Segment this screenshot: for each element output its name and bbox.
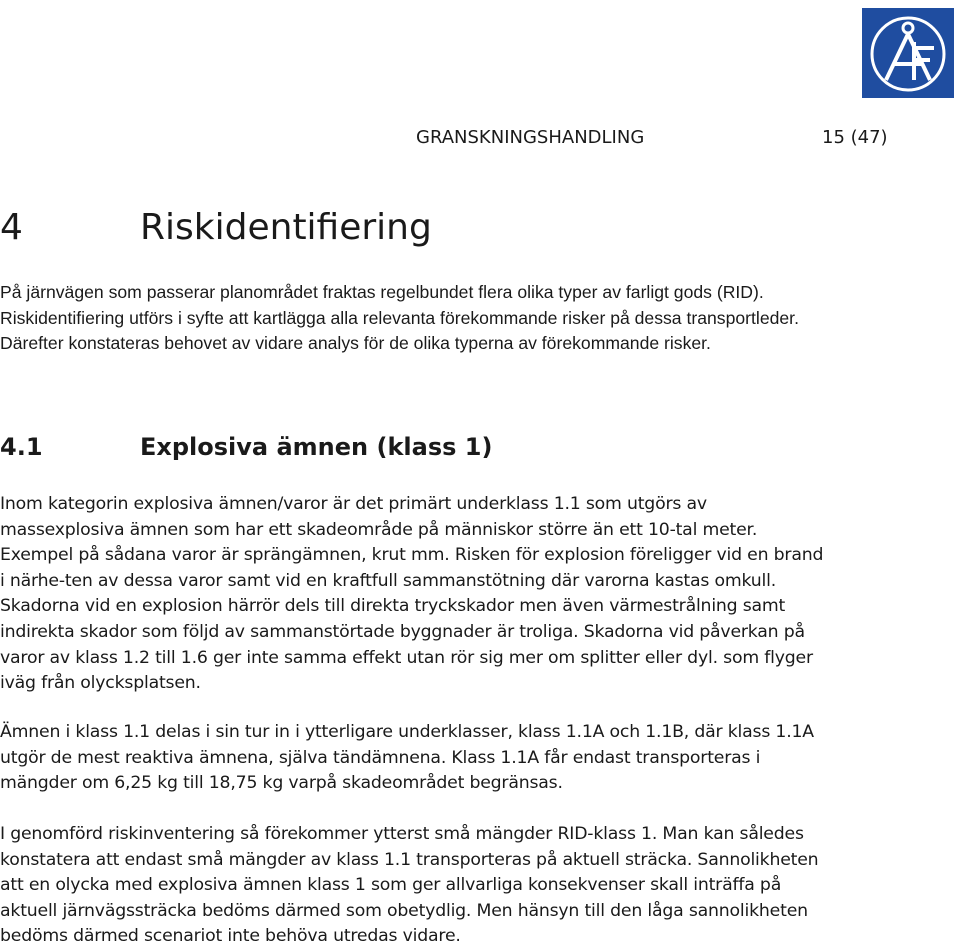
section-intro-paragraph: På järnvägen som passerar planområdet fraktas regelbundet flera olika typer av farligt gods (RID). Riskidentifiering utförs i syfte att kartlägga alla relevanta förekommande risker på dessa transportleder. Därefter konstateras behovet av vidare analys för de olika typerna av förekommande risker. — [0, 282, 799, 354]
section-title: Riskidentifiering — [140, 207, 432, 248]
company-logo — [862, 8, 954, 98]
subsection-title: Explosiva ämnen (klass 1) — [140, 433, 493, 461]
afconsult-logo-icon — [862, 8, 954, 98]
subsection-number: 4.1 — [0, 433, 43, 461]
body-paragraph: Ämnen i klass 1.1 delas i sin tur in i ytterligare underklasser, klass 1.1A och 1.1B, där klass 1.1A utgör de mest reaktiva ämnena, själva tändämnena. Klass 1.1A får endast transporteras i mängder om 6,25 kg till 18,75 kg varpå skadeområdet begränsas. — [0, 722, 814, 794]
body-paragraph: Inom kategorin explosiva ämnen/varor är det primärt underklass 1.1 som utgörs av massexplosiva ämnen som har ett skadeområde på människor större än ett 10-tal meter. Exempel på sådana varor är sprängämnen, krut mm. Risken för explosion föreligger vid en brand i närhe-ten av dessa varor samt vid en kraftfull sammanstötning där varorna kastas omkull. Skadorna vid en explosion härrör dels till direkta tryckskador men även värmestrålning samt indirekta skador som följd av sammanstörtade byggnader är troliga. Skadorna vid påverkan på varor av klass 1.2 till 1.6 ger inte samma effekt utan rör sig mer om splitter eller dyl. som flyger iväg från olycksplatsen. — [0, 494, 824, 694]
section-number: 4 — [0, 207, 23, 248]
body-paragraph: I genomförd riskinventering så förekommer ytterst små mängder RID-klass 1. Man kan således konstatera att endast små mängder av klass 1.1 transporteras på aktuell sträcka. Sannolikheten att en olycka med explosiva ämnen klass 1 som ger allvarliga konsekvenser skall inträffa på aktuell järnvägssträcka bedöms därmed som obetydlig. Men hänsyn till den låga sannolikheten bedöms därmed scenariot inte behöva utredas vidare. — [0, 824, 819, 947]
document-status: GRANSKNINGSHANDLING — [416, 127, 645, 148]
page-number: 15 (47) — [822, 127, 888, 148]
